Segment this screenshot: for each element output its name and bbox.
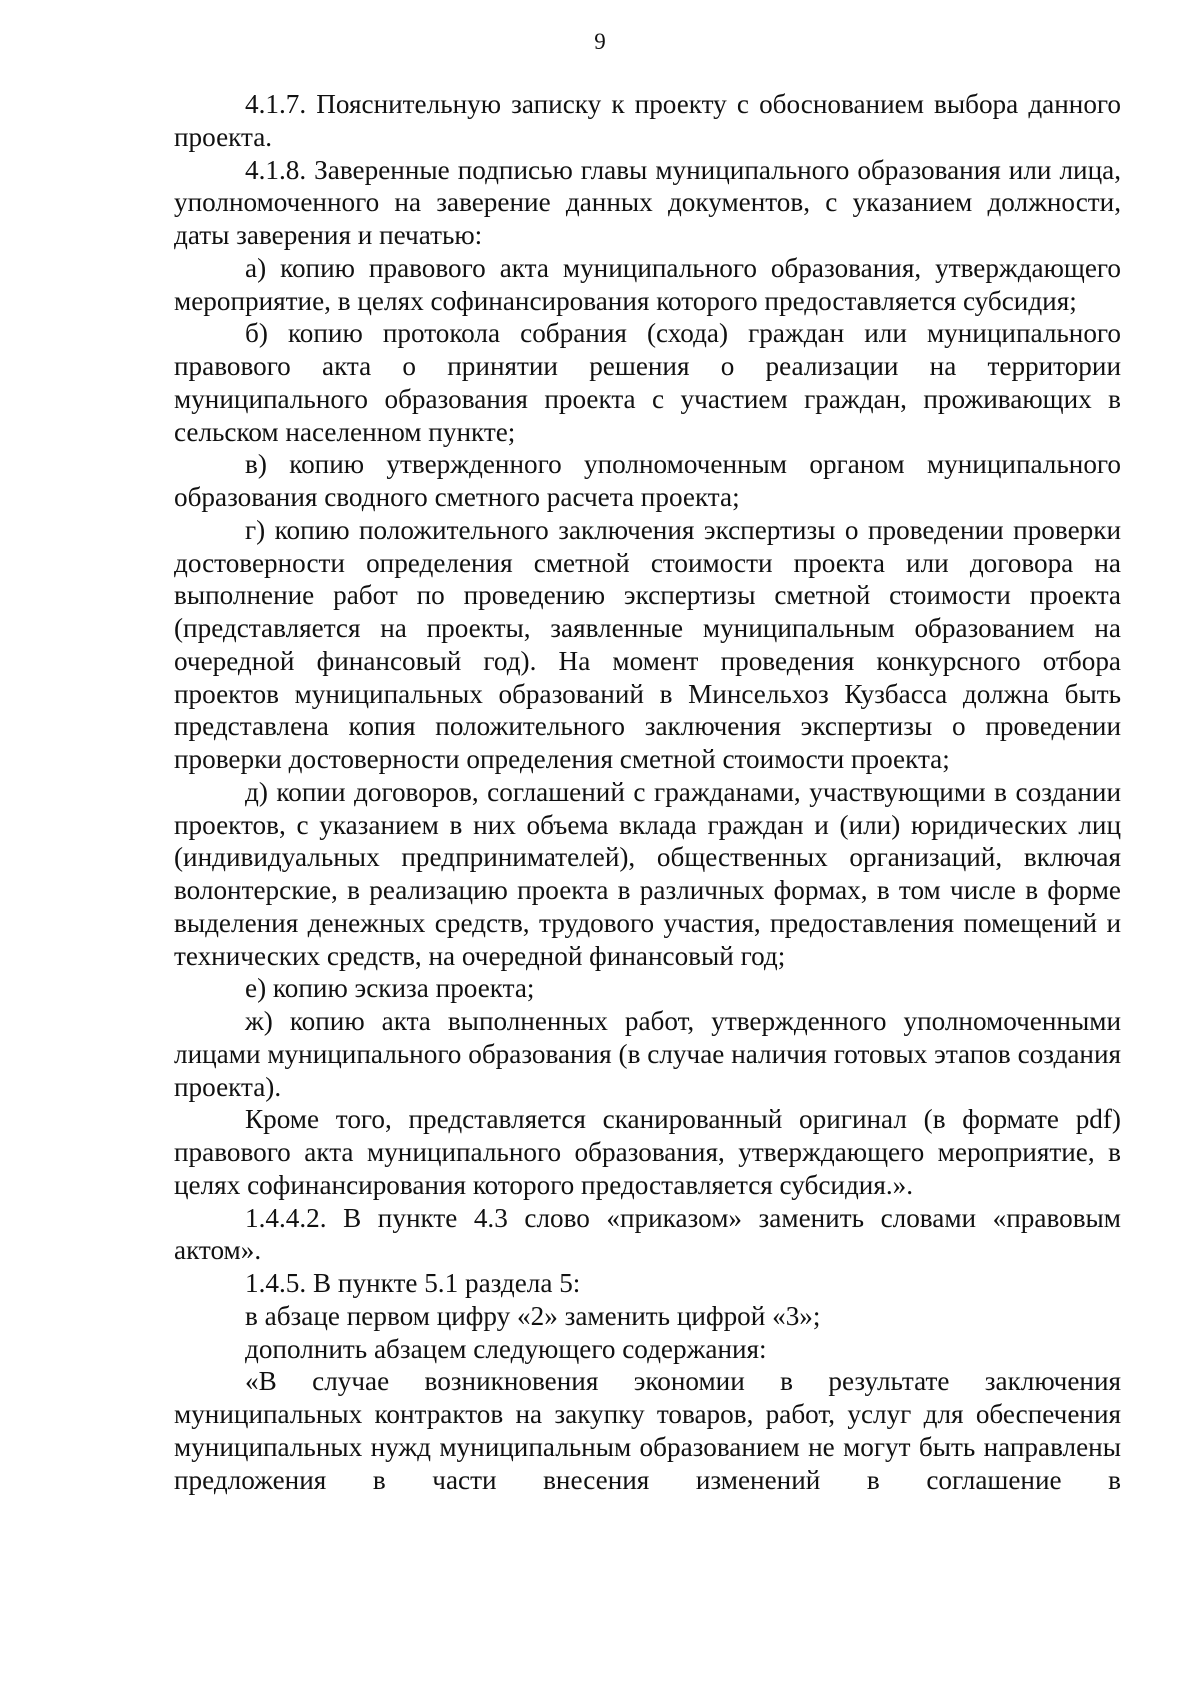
paragraph-scanned-original: Кроме того, представляется сканированный оригинал (в формате pdf) правового акта муниципального образования, утверждающего мероприятие, в целях софинансирования которого предоставляется субсидия.». (174, 1104, 1121, 1200)
paragraph-4-1-8: 4.1.8. Заверенные подписью главы муниципального образования или лица, уполномоченного на заверение данных документов, с указанием должности, даты заверения и печатью: (174, 154, 1121, 250)
list-item-v: в) копию утвержденного уполномоченным органом муниципального образования сводного сметного расчета проекта; (174, 449, 1121, 512)
list-item-e: е) копию эскиза проекта; (245, 973, 535, 1004)
list-item-zh: ж) копию акта выполненных работ, утвержденного уполномоченными лицами муниципального образования (в случае наличия готовых этапов создания проекта). (174, 1006, 1121, 1102)
paragraph-economy-case: «В случае возникновения экономии в результате заключения муниципальных контрактов на закупку товаров, работ, услуг для обеспечения муниципальных нужд муниципальным образованием не могут быть направлены предложения в части внесения изменений в соглашение в (174, 1366, 1121, 1495)
page-number: 9 (594, 29, 606, 54)
list-item-g: г) копию положительного заключения экспертизы о проведении проверки достоверности определения сметной стоимости проекта или договора на выполнение работ по проведению экспертизы сметной стоимости проекта (представляется на проекты, заявленные муниципальным образованием на очередной финансовый год). На момент проведения конкурсного отбора проектов муниципальных образований в Минсельхоз Кузбасса должна быть представлена копия положительного заключения экспертизы о проведении проверки достоверности определения сметной стоимости проекта; (174, 514, 1121, 774)
list-item-d: д) копии договоров, соглашений с гражданами, участвующими в создании проектов, с указанием в них объема вклада граждан и (или) юридических лиц (индивидуальных предпринимателей), общественных организаций, включая волонтерские, в реализацию проекта в различных формах, в том числе в форме выделения денежных средств, трудового участия, предоставления помещений и технических средств, на очередной финансовый год; (174, 776, 1121, 971)
list-item-a: а) копию правового акта муниципального образования, утверждающего мероприятие, в целях софинансирования которого предоставляется субсидия; (174, 252, 1121, 316)
document-body (174, 88, 1121, 1496)
paragraph-1-4-5: 1.4.5. В пункте 5.1 раздела 5: (245, 1268, 581, 1298)
paragraph-4-1-7: 4.1.7. Пояснительную записку к проекту с обоснованием выбора данного проекта. (174, 89, 1121, 152)
paragraph-add-abzac: дополнить абзацем следующего содержания: (245, 1333, 767, 1364)
list-item-b: б) копию протокола собрания (схода) граждан или муниципального правового акта о принятии решения о реализации на территории муниципального образования проекта с участием граждан, проживающих в сельском населенном пункте; (174, 318, 1121, 447)
paragraph-1-4-4-2: 1.4.4.2. В пункте 4.3 слово «приказом» заменить словами «правовым актом». (174, 1202, 1121, 1266)
paragraph-first-abzac-change: в абзаце первом цифру «2» заменить цифрой «3»; (245, 1300, 821, 1331)
